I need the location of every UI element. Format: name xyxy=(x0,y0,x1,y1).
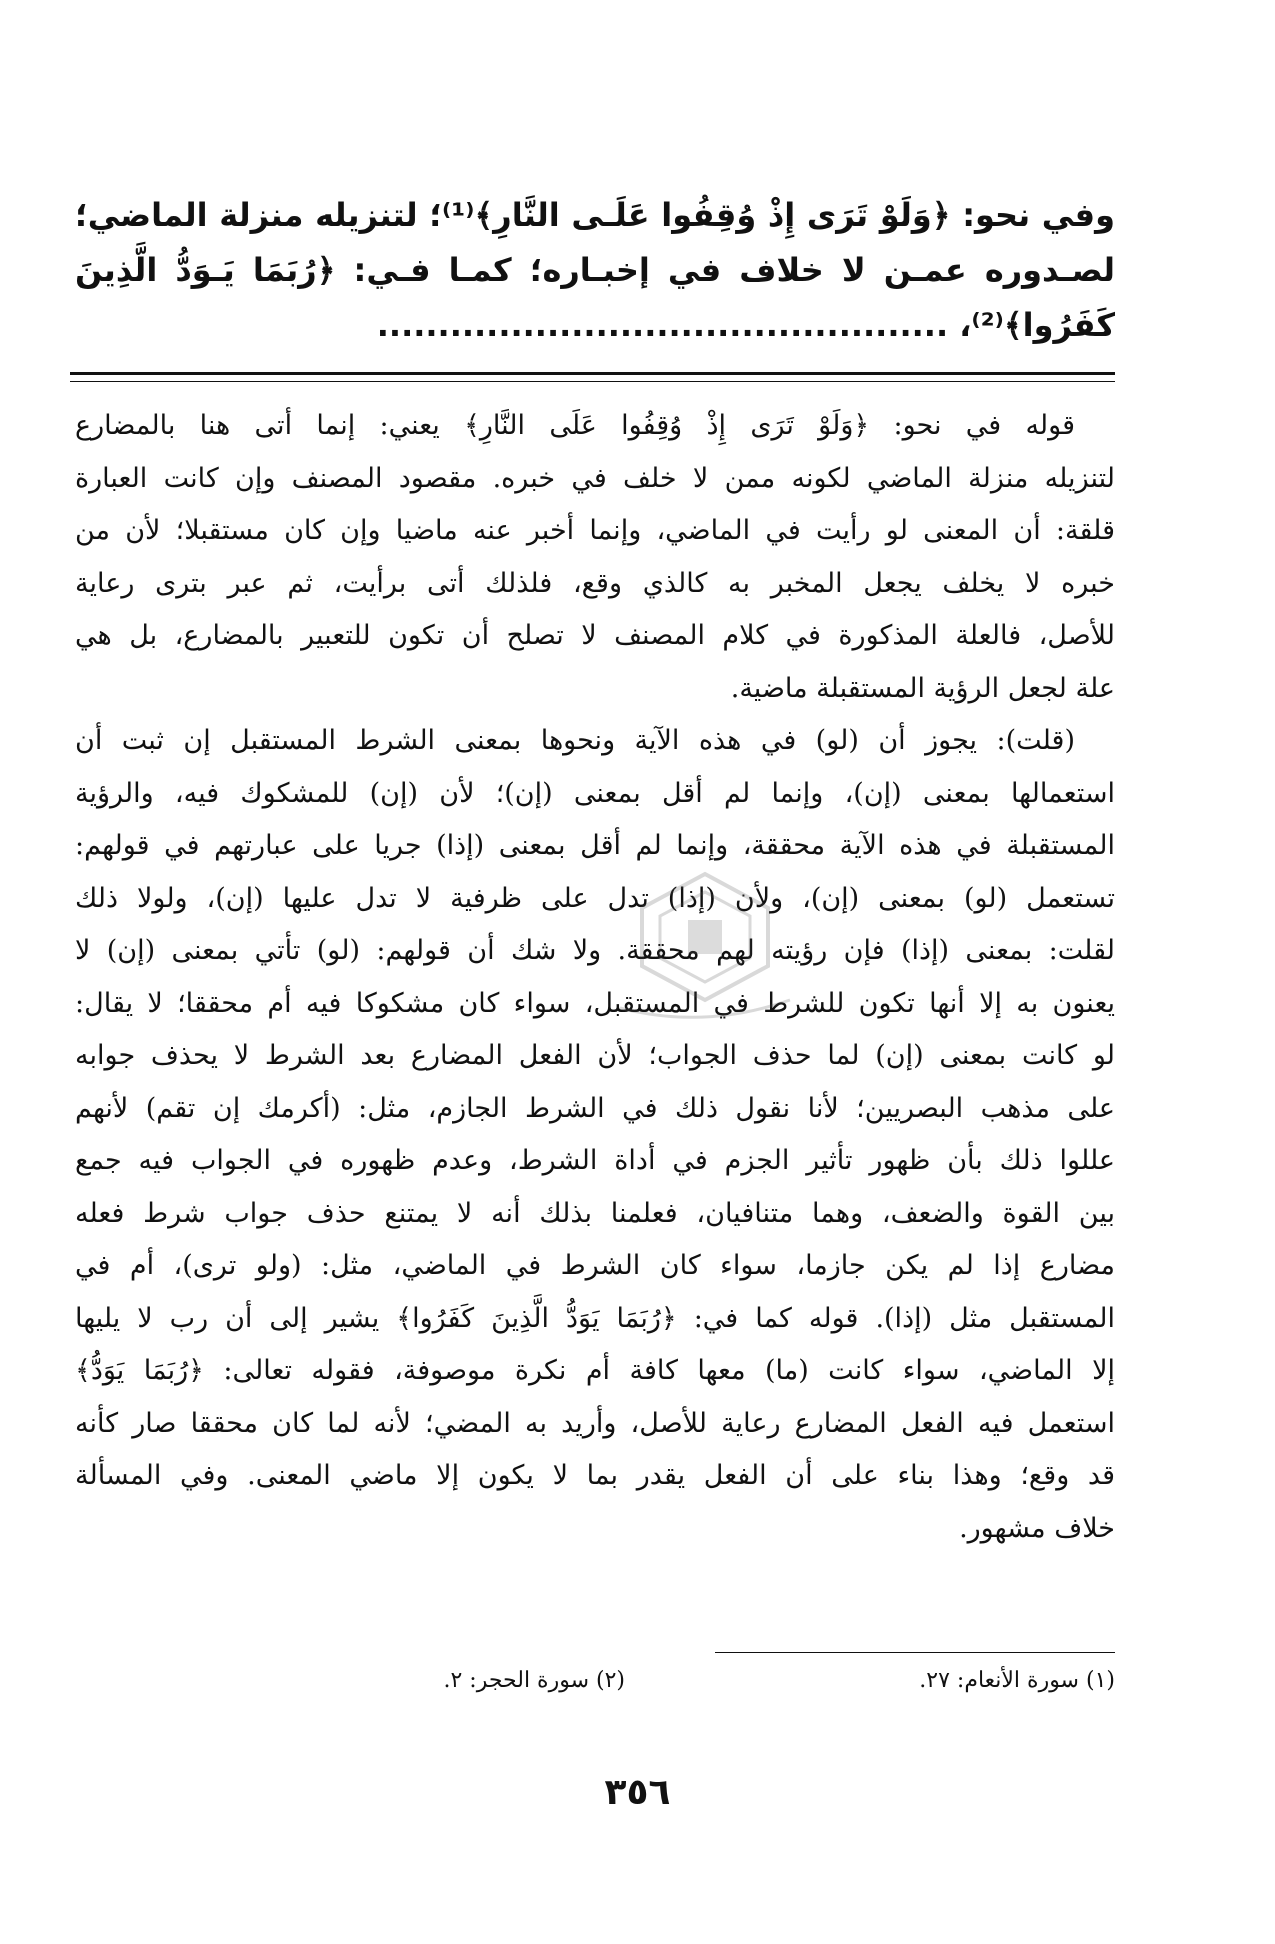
commentary-line: علة لجعل الرؤية المستقبلة ماضية. xyxy=(730,672,1115,704)
commentary-line: (قلت): يجوز أن (لو) في هذه الآية ونحوها بمعنى الشرط المستقبل إن ثبت أن xyxy=(75,725,1075,756)
commentary-line: المستقبلة في هذه الآية محققة، وإنما لم أقل بمعنى (إذا) جريا على عبارتهم في قولهم: xyxy=(75,830,1115,861)
commentary-line: لو كانت بمعنى (إن) لما حذف الجواب؛ لأن الفعل المضارع بعد الشرط لا يحذف جوابه xyxy=(75,1040,1115,1071)
footnote-1: (١) سورة الأنعام: ٢٧. xyxy=(919,1668,1115,1693)
main-text-line: كَفَرُوا﴾⁽²⁾، ............................................... xyxy=(376,306,1115,344)
commentary-line: للأصل، فالعلة المذكورة في كلام المصنف لا تصلح أن تكون للتعبير بالمضارع، بل هي xyxy=(75,620,1115,651)
commentary-line: إلا الماضي، سواء كانت (ما) معها كافة أم نكرة موصوفة، فقوله تعالى: ﴿رُبَمَا يَوَدُّ﴾ xyxy=(75,1355,1115,1386)
commentary-line: يعنون به إلا أنها تكون للشرط في المستقبل، سواء كان مشكوكا فيه أم محققا؛ لا يقال: xyxy=(75,987,1115,1019)
commentary-text xyxy=(75,400,1115,1555)
separator-rule xyxy=(70,372,1115,375)
footnote-2: (٢) سورة الحجر: ٢. xyxy=(443,1668,625,1693)
commentary-line: تستعمل (لو) بمعنى (إن)، ولأن (إذا) تدل على ظرفية لا تدل عليها (إن)، ولولا ذلك xyxy=(75,882,1115,914)
page-number: ٣٥٦ xyxy=(604,1772,671,1813)
separator-rule-thin xyxy=(70,381,1115,382)
commentary-line: لتنزيله منزلة الماضي لكونه ممن لا خلف في خبره. مقصود المصنف وإن كانت العبارة xyxy=(75,462,1115,494)
footnotes xyxy=(75,1668,1115,1708)
main-text-line: وفي نحو: ﴿وَلَوْ تَرَى إِذْ وُقِفُوا عَلَـى النَّارِ﴾⁽¹⁾؛ لتنزيله منزلة الماضي؛ xyxy=(75,196,1116,234)
commentary-line: قلقة: أن المعنى لو رأيت في الماضي، وإنما أخبر عنه ماضيا وإن كان مستقبلا؛ لأن من xyxy=(75,515,1115,546)
main-text-line: لصـدوره عمـن لا خلاف في إخبـاره؛ كمـا فـي: ﴿رُبَمَا يَـوَدُّ الَّذِينَ xyxy=(75,251,1115,289)
commentary-line: خبره لا يخلف يجعل المخبر به كالذي وقع، فلذلك أتى برأيت، ثم عبر بترى رعاية xyxy=(75,567,1115,599)
commentary-line: مضارع إذا لم يكن جازما، سواء كان الشرط في الماضي، مثل: (ولو ترى)، أم في xyxy=(75,1250,1115,1281)
commentary-line: المستقبل مثل (إذا). قوله كما في: ﴿رُبَمَا يَوَدُّ الَّذِينَ كَفَرُوا﴾ يشير إلى أن رب لا يليها xyxy=(75,1302,1115,1334)
commentary-line: عللوا ذلك بأن ظهور تأثير الجزم في أداة الشرط، وعدم ظهوره في الجواب فيه جمع xyxy=(75,1145,1115,1176)
commentary-line: استعمل فيه الفعل المضارع رعاية للأصل، وأريد به المضي؛ لأنه لما كان محققا صار كأنه xyxy=(75,1407,1115,1439)
footnote-separator xyxy=(715,1652,1115,1653)
commentary-line: قد وقع؛ وهذا بناء على أن الفعل يقدر بما لا يكون إلا ماضي المعنى. وفي المسألة xyxy=(75,1460,1115,1491)
main-text xyxy=(75,188,1115,353)
commentary-line: خلاف مشهور. xyxy=(959,1512,1115,1544)
commentary-line: استعمالها بمعنى (إن)، وإنما لم أقل بمعنى (إن)؛ لأن (إن) للمشكوك فيه، والرؤية xyxy=(75,777,1115,809)
commentary-line: قوله في نحو: ﴿وَلَوْ تَرَى إِذْ وُقِفُوا عَلَى النَّارِ﴾ يعني: إنما أتى هنا بالمضارع xyxy=(75,410,1075,441)
commentary-line: بين القوة والضعف، وهما متنافيان، فعلمنا بذلك أنه لا يمتنع حذف جواب شرط فعله xyxy=(75,1197,1115,1229)
commentary-line: على مذهب البصريين؛ لأنا نقول ذلك في الشرط الجازم، مثل: (أكرمك إن تقم) لأنهم xyxy=(75,1092,1115,1124)
commentary-line: لقلت: بمعنى (إذا) فإن رؤيته لهم محققة. ولا شك أن قولهم: (لو) تأتي بمعنى (إن) لا xyxy=(75,935,1115,966)
library-seal-watermark-icon xyxy=(600,870,810,1020)
